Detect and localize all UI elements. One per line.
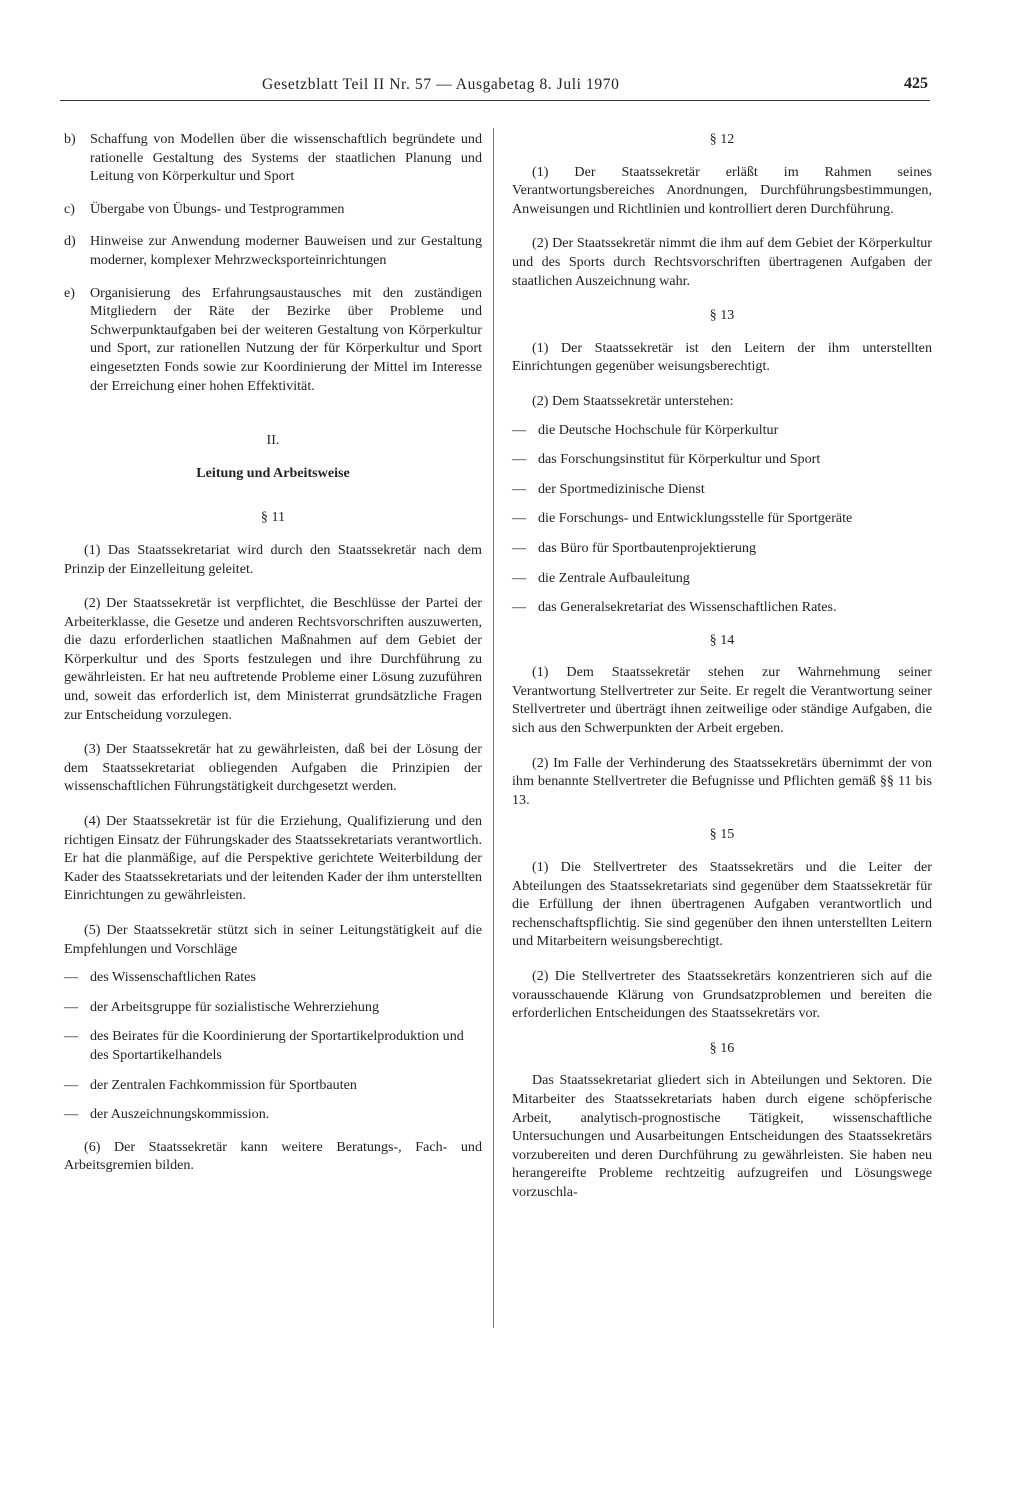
page-header: [60, 74, 930, 101]
list-item: — des Beirates für die Koordinierung der Sportartikelproduktion und des Sportartikelhandels: [64, 1028, 464, 1063]
paragraph-heading-15: § 15: [709, 826, 735, 843]
paragraph-14-2: (2) Im Falle der Verhinderung des Staatssekretärs übernimmt der von ihm benannte Stellvertreter die Befugnisse und Pflichten gemäß §§ 11 bis 13.: [512, 754, 932, 808]
paragraph-11-5: (5) Der Staatssekretär stützt sich in seiner Leitungstätigkeit auf die Empfehlungen und Vorschläge: [64, 922, 482, 957]
paragraph-heading-16: § 16: [709, 1039, 735, 1056]
item-text: Hinweise zur Anwendung moderner Bauweisen und zur Gestaltung moderner, komplexer Mehrzwecksporteinrichtungen: [90, 233, 482, 268]
paragraph-13-1: (1) Der Staatssekretär ist den Leitern der ihm unterstellten Einrichtungen gegenüber weisungsberechtigt.: [512, 339, 932, 375]
subordinate-institutions-list: [512, 421, 932, 617]
paragraph-16-1: Das Staatssekretariat gliedert sich in Abteilungen und Sektoren. Die Mitarbeiter des Staatssekretariats haben durch eigene schöpferische Arbeit, analytisch-prognostische Tätigkeit, wissenschaftliche Untersuchungen und Ausarbeitungen Entscheidungen des Staatssekretärs vorzubereiten und deren Durchführung zu gewährleisten. Sie haben neu herangereifte Probleme rechtzeitig aufzugreifen und Lösungswege vorzuschla-: [512, 1072, 932, 1200]
list-item: — die Forschungs- und Entwicklungsstelle für Sportgeräte: [512, 510, 853, 527]
header-title: Gesetzblatt Teil II Nr. 57 — Ausgabetag 8. Juli 1970: [262, 76, 620, 93]
paragraph-11-3: (3) Der Staatssekretär hat zu gewährleisten, daß bei der Lösung der dem Staatssekretariat obliegenden Aufgaben die Prinzipien der wissenschaftlichen Führungstätigkeit durchgesetzt werden.: [64, 741, 482, 795]
list-item: — der Arbeitsgruppe für sozialistische Wehrerziehung: [64, 998, 379, 1015]
list-item: — der Sportmedizinische Dienst: [512, 480, 705, 497]
list-item-e: [64, 284, 482, 396]
item-label: d): [64, 233, 76, 250]
paragraph-heading-11: § 11: [260, 509, 286, 526]
paragraph-15-2: (2) Die Stellvertreter des Staatssekretärs konzentrieren sich auf die vorausschauende Klärung von Grundsatzproblemen und bereiten die erforderlichen Entscheidungen des Staatssekretärs vor.: [512, 968, 932, 1022]
paragraph-11-6: (6) Der Staatssekretär kann weitere Beratungs-, Fach- und Arbeitsgremien bilden.: [64, 1138, 482, 1174]
paragraph-11-4: (4) Der Staatssekretär ist für die Erziehung, Qualifizierung und den richtigen Einsatz der Führungskader des Staatssekretariats verantwortlich. Er hat die planmäßige, auf die Perspektive gerichtete Weiterbildung der Kader des Staatssekretariats und der leitenden Kader der ihm unterstellten Einrichtungen zu gewährleisten.: [64, 813, 482, 904]
list-item: — der Auszeichnungskommission.: [64, 1106, 270, 1123]
left-column: [64, 130, 482, 1191]
item-label: c): [64, 200, 75, 217]
list-item: — der Zentralen Fachkommission für Sportbauten: [64, 1076, 357, 1093]
paragraph-heading-14: § 14: [709, 631, 735, 648]
page-number: 425: [904, 75, 928, 92]
list-item-c: [64, 200, 482, 219]
paragraph-heading-12: § 12: [709, 131, 735, 147]
item-text: Schaffung von Modellen über die wissenschaftlich begründete und rationelle Gestaltung des Systems der staatlichen Planung und Leitung von Körperkultur und Sport: [90, 131, 482, 185]
list-item-b: [64, 130, 482, 186]
item-text: Organisierung des Erfahrungsaustausches mit den zuständigen Mitgliedern der Räte der Bezirke über Probleme und Schwerpunktaufgaben bei der weiteren Gestaltung von Körperkultur und Sport, zur rationellen Nutzung der für Körperkultur und Sport eingesetzten Fonds sowie zur Koordinierung der Mittel im Interesse der Erreichung einer hohen Effektivität.: [90, 284, 482, 394]
item-label: e): [64, 284, 75, 301]
list-item: — die Deutsche Hochschule für Körperkultur: [512, 421, 779, 438]
advisory-bodies-list: [64, 968, 482, 1124]
paragraph-12-2: (2) Der Staatssekretär nimmt die ihm auf dem Gebiet der Körperkultur und des Sports durch Rechtsvorschriften übertragenen Aufgaben der staatlichen Auszeichnung wahr.: [512, 235, 932, 289]
list-item: — das Generalsekretariat des Wissenschaftlichen Rates.: [512, 599, 837, 616]
paragraph-13-2: (2) Dem Staatssekretär unterstehen:: [532, 392, 734, 409]
right-column: [512, 130, 932, 1218]
paragraph-heading-13: § 13: [709, 307, 735, 324]
list-item: — das Büro für Sportbautenprojektierung: [512, 539, 757, 556]
list-item: — das Forschungsinstitut für Körperkultur und Sport: [512, 451, 821, 468]
list-item-d: [64, 232, 482, 269]
paragraph-12-1: (1) Der Staatssekretär erläßt im Rahmen seines Verantwortungsbereiches Anordnungen, Durchführungsbestimmungen, Anweisungen und Richtlinien und kontrolliert deren Durchführung.: [512, 163, 932, 217]
section-title: Leitung und Arbeitsweise: [196, 464, 350, 481]
section-number: II.: [266, 432, 280, 449]
paragraph-14-1: (1) Dem Staatssekretär stehen zur Wahrnehmung seiner Verantwortung Stellvertreter zur Seite. Er regelt die Verantwortung seiner Stellvertreter und überträgt ihnen zeitweilige oder ständige Aufgaben, die sich aus den Schwerpunkten der Arbeit ergeben.: [512, 664, 932, 737]
paragraph-11-1: (1) Das Staatssekretariat wird durch den Staatssekretär nach dem Prinzip der Einzelleitung geleitet.: [64, 541, 482, 577]
list-item: — die Zentrale Aufbauleitung: [512, 569, 690, 586]
list-item: — des Wissenschaftlichen Rates: [64, 969, 256, 986]
paragraph-11-2: (2) Der Staatssekretär ist verpflichtet, die Beschlüsse der Partei der Arbeiterklasse, die Gesetze und anderen Rechtsvorschriften auszuwerten, die dazu erforderlichen staatlichen Maßnahmen auf dem Gebiet der Körperkultur und des Sports festzulegen und ihre Durchführung zu gewährleisten. Er hat neu auftretende Probleme einer Lösung zuzuführen und, soweit das erforderlich ist, dem Ministerrat grundsätzliche Fragen zur Entscheidung vorzulegen.: [64, 595, 482, 723]
paragraph-15-1: (1) Die Stellvertreter des Staatssekretärs und die Leiter der Abteilungen des Staatssekretariats sind gegenüber dem Staatssekretär für die Erfüllung der ihnen übertragenen Aufgaben verantwortlich und rechenschaftspflichtig. Sie sind gegenüber den ihnen unterstellten Leitern und Mitarbeitern weisungsberechtigt.: [512, 859, 932, 950]
item-text: Übergabe von Übungs- und Testprogrammen: [90, 200, 345, 217]
item-label: b): [64, 131, 76, 147]
column-divider: [493, 128, 494, 1328]
